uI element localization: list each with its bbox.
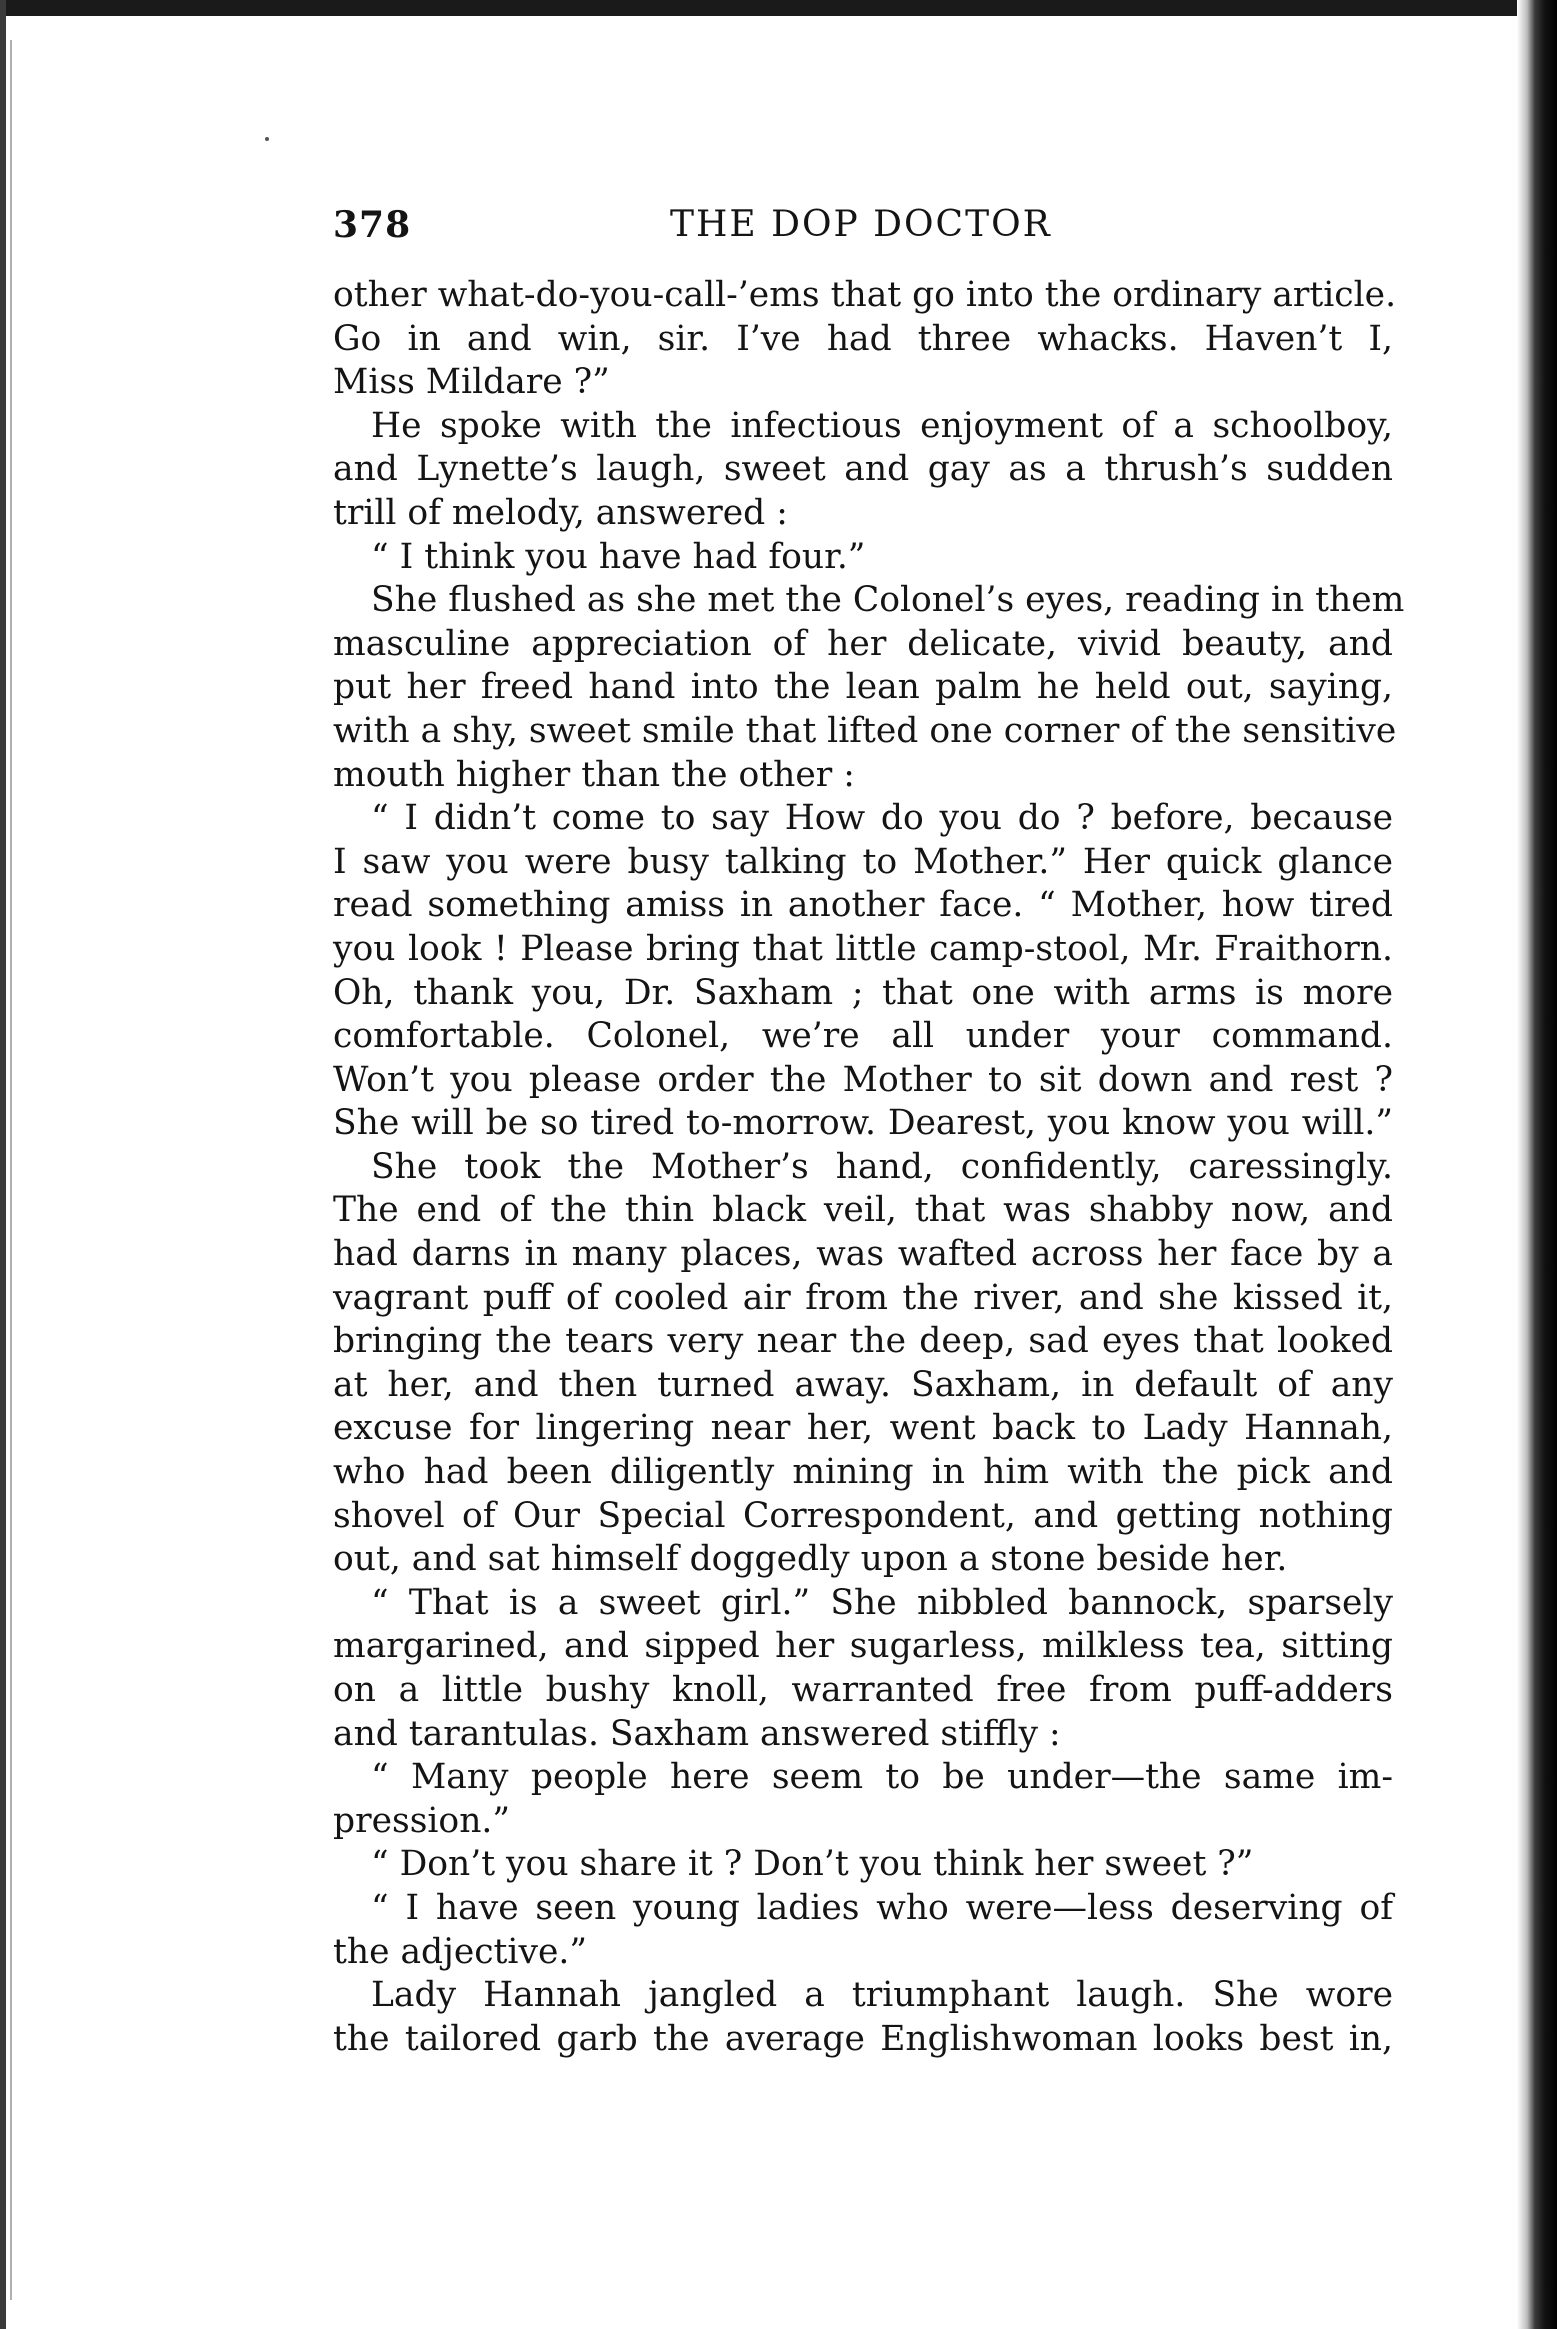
- text-line: comfortable. Colonel, we’re all under your command.: [333, 1016, 1393, 1057]
- text-line: at her, and then turned away. Saxham, in default of any: [333, 1364, 1393, 1405]
- text-line: “ I think you have had four.”: [371, 536, 866, 577]
- text-line: “ I didn’t come to say How do you do ? before, because: [371, 798, 1393, 839]
- text-line: She took the Mother’s hand, confidently, caressingly.: [371, 1146, 1393, 1187]
- text-line: Lady Hannah jangled a triumphant laugh. She wore: [371, 1975, 1393, 2016]
- text-line: He spoke with the infectious enjoyment of a schoolboy,: [371, 405, 1393, 446]
- text-line: and Lynette’s laugh, sweet and gay as a thrush’s sudden: [333, 449, 1393, 490]
- text-line: masculine appreciation of her delicate, vivid beauty, and: [333, 623, 1393, 664]
- text-line: She flushed as she met the Colonel’s eyes, reading in them: [371, 580, 1405, 621]
- text-line: margarined, and sipped her sugarless, milkless tea, sitting: [333, 1626, 1393, 1667]
- text-line: Won’t you please order the Mother to sit down and rest ?: [333, 1059, 1393, 1100]
- text-line: Oh, thank you, Dr. Saxham ; that one with arms is more: [333, 972, 1393, 1013]
- text-line: shovel of Our Special Correspondent, and getting nothing: [333, 1495, 1393, 1536]
- text-line: Go in and win, sir. I’ve had three whacks. Haven’t I,: [333, 318, 1393, 359]
- text-line: “ Many people here seem to be under—the same im-: [371, 1757, 1393, 1798]
- scan-left-binding-line: [10, 40, 12, 2300]
- text-line: pression.”: [333, 1800, 511, 1841]
- text-line: other what-do-you-call-’ems that go into the ordinary article.: [333, 275, 1397, 315]
- page-number: 378: [333, 204, 412, 246]
- text-line: She will be so tired to-morrow. Dearest, you know you will.”: [333, 1103, 1393, 1144]
- text-line: vagrant puff of cooled air from the river, and she kissed it,: [333, 1277, 1393, 1318]
- text-line: on a little bushy knoll, warranted free from puff-adders: [333, 1670, 1393, 1710]
- text-line: read something amiss in another face. “ Mother, how tired: [333, 885, 1393, 926]
- text-line: Miss Mildare ?”: [333, 362, 610, 403]
- text-line: “ I have seen young ladies who were—less deserving of: [371, 1887, 1393, 1928]
- text-line: “ That is a sweet girl.” She nibbled bannock, sparsely: [371, 1582, 1393, 1623]
- page-header: [333, 200, 1388, 250]
- scan-left-edge: [0, 0, 6, 2329]
- text-line: put her freed hand into the lean palm he held out, saying,: [333, 667, 1393, 708]
- text-line: you look ! Please bring that little camp-stool, Mr. Fraithorn.: [333, 928, 1393, 969]
- text-line: I saw you were busy talking to Mother.” Her quick glance: [333, 841, 1393, 882]
- body-text: [333, 274, 1405, 2061]
- scan-speck: [265, 137, 269, 141]
- scan-right-edge: [1517, 0, 1557, 2329]
- text-line: who had been diligently mining in him with the pick and: [333, 1452, 1393, 1493]
- text-line: had darns in many places, was wafted across her face by a: [333, 1234, 1393, 1275]
- scan-top-edge: [0, 0, 1557, 16]
- text-line: “ Don’t you share it ? Don’t you think her sweet ?”: [371, 1844, 1254, 1885]
- text-line: bringing the tears very near the deep, sad eyes that looked: [333, 1321, 1393, 1362]
- text-line: trill of melody, answered :: [333, 492, 788, 533]
- text-line: mouth higher than the other :: [333, 754, 855, 795]
- text-line: the adjective.”: [333, 1931, 587, 1972]
- text-line: with a shy, sweet smile that lifted one corner of the sensitive: [333, 710, 1397, 751]
- text-line: The end of the thin black veil, that was shabby now, and: [333, 1190, 1393, 1231]
- text-line: and tarantulas. Saxham answered stiffly :: [333, 1713, 1061, 1754]
- text-line: the tailored garb the average Englishwoman looks best in,: [333, 2018, 1393, 2059]
- running-head: THE DOP DOCTOR: [670, 204, 1052, 245]
- text-line: excuse for lingering near her, went back to Lady Hannah,: [333, 1408, 1393, 1449]
- text-line: out, and sat himself doggedly upon a stone beside her.: [333, 1539, 1288, 1580]
